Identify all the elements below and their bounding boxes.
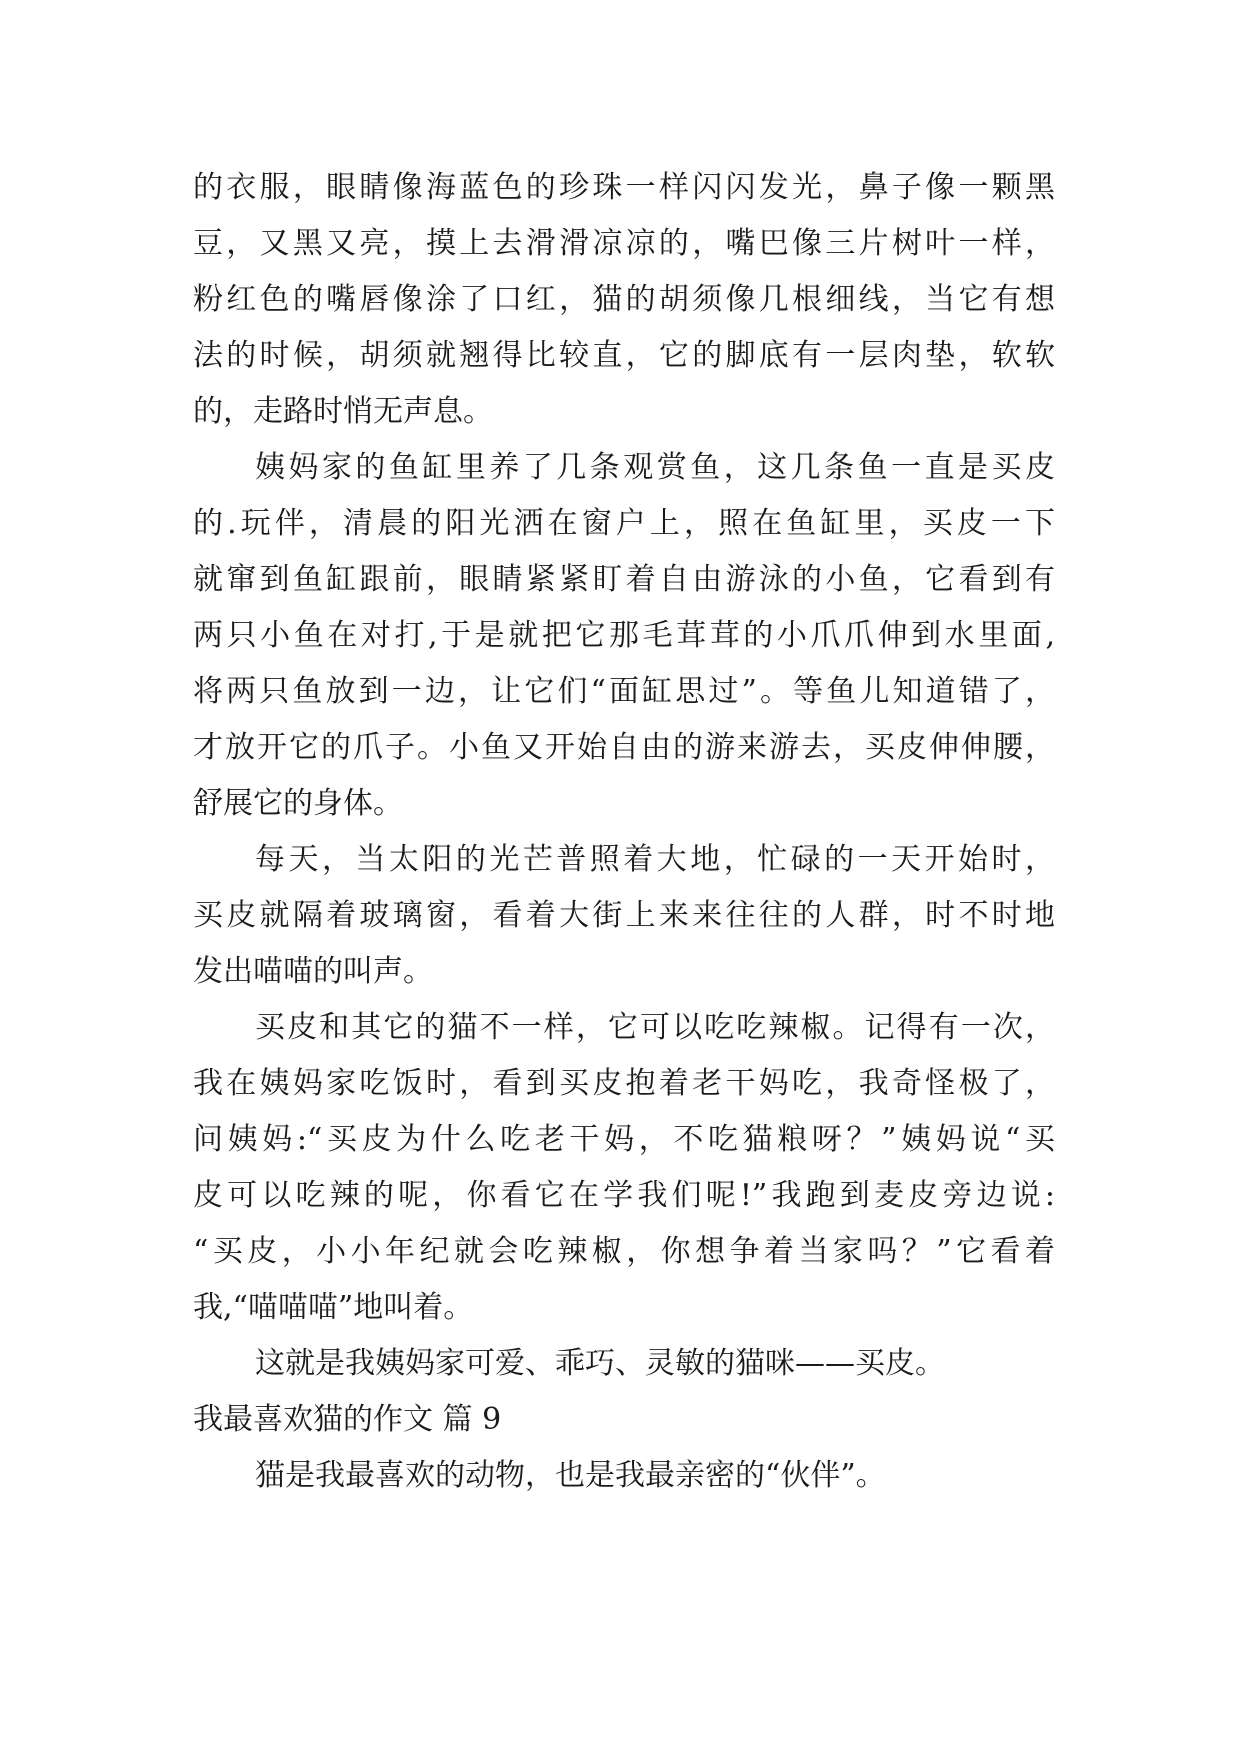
text-line: 这就是我姨妈家可爱、乖巧、灵敏的猫咪——买皮。 <box>255 1346 945 1381</box>
text-line: 每天，当太阳的光芒普照着大地，忙碌的一天开始时， <box>255 842 1055 877</box>
text-line: 才放开它的爪子。小鱼又开始自由的游来游去，买皮伸伸腰， <box>193 730 1055 765</box>
paragraph <box>193 440 1055 832</box>
text-line: 的，走路时悄无声息。 <box>193 394 493 429</box>
text-line: 皮可以吃辣的呢，你看它在学我们呢!”我跑到麦皮旁边说: <box>193 1178 1055 1213</box>
text-line: 的.玩伴，清晨的阳光洒在窗户上，照在鱼缸里，买皮一下 <box>193 506 1055 541</box>
paragraph <box>193 1448 1055 1504</box>
text-line: 舒展它的身体。 <box>193 786 403 821</box>
paragraph <box>193 832 1055 1000</box>
text-line: 我,“喵喵喵”地叫着。 <box>193 1290 474 1325</box>
text-line: 买皮和其它的猫不一样，它可以吃吃辣椒。记得有一次， <box>255 1010 1055 1045</box>
text-line: 发出喵喵的叫声。 <box>193 954 433 989</box>
text-line: 的衣服，眼睛像海蓝色的珍珠一样闪闪发光，鼻子像一颗黑 <box>193 170 1055 205</box>
text-line: 豆，又黑又亮，摸上去滑滑凉凉的，嘴巴像三片树叶一样， <box>193 226 1055 261</box>
text-line: 就窜到鱼缸跟前，眼睛紧紧盯着自由游泳的小鱼，它看到有 <box>193 562 1055 597</box>
paragraph <box>193 160 1055 440</box>
text-line: 买皮就隔着玻璃窗，看着大街上来来往往的人群，时不时地 <box>193 898 1055 933</box>
text-line: 粉红色的嘴唇像涂了口红，猫的胡须像几根细线，当它有想 <box>193 282 1055 317</box>
text-line: 法的时候，胡须就翘得比较直，它的脚底有一层肉垫，软软 <box>193 338 1055 373</box>
text-line: 将两只鱼放到一边，让它们“面缸思过”。等鱼儿知道错了， <box>193 674 1055 709</box>
section-heading: 我最喜欢猫的作文 篇 9 <box>193 1402 502 1437</box>
text-line: 我在姨妈家吃饭时，看到买皮抱着老干妈吃，我奇怪极了， <box>193 1066 1055 1101</box>
text-line: 猫是我最喜欢的动物，也是我最亲密的“伙伴”。 <box>255 1458 886 1493</box>
text-line: 两只小鱼在对打,于是就把它那毛茸茸的小爪爪伸到水里面, <box>193 618 1055 653</box>
document-body <box>193 160 1055 1504</box>
paragraph <box>193 1336 1055 1392</box>
text-line: “买皮，小小年纪就会吃辣椒，你想争着当家吗？”它看着 <box>193 1234 1055 1269</box>
text-line: 姨妈家的鱼缸里养了几条观赏鱼，这几条鱼一直是买皮 <box>255 450 1055 485</box>
paragraph <box>193 1000 1055 1336</box>
text-line: 问姨妈:“买皮为什么吃老干妈，不吃猫粮呀？”姨妈说“买 <box>193 1122 1055 1157</box>
